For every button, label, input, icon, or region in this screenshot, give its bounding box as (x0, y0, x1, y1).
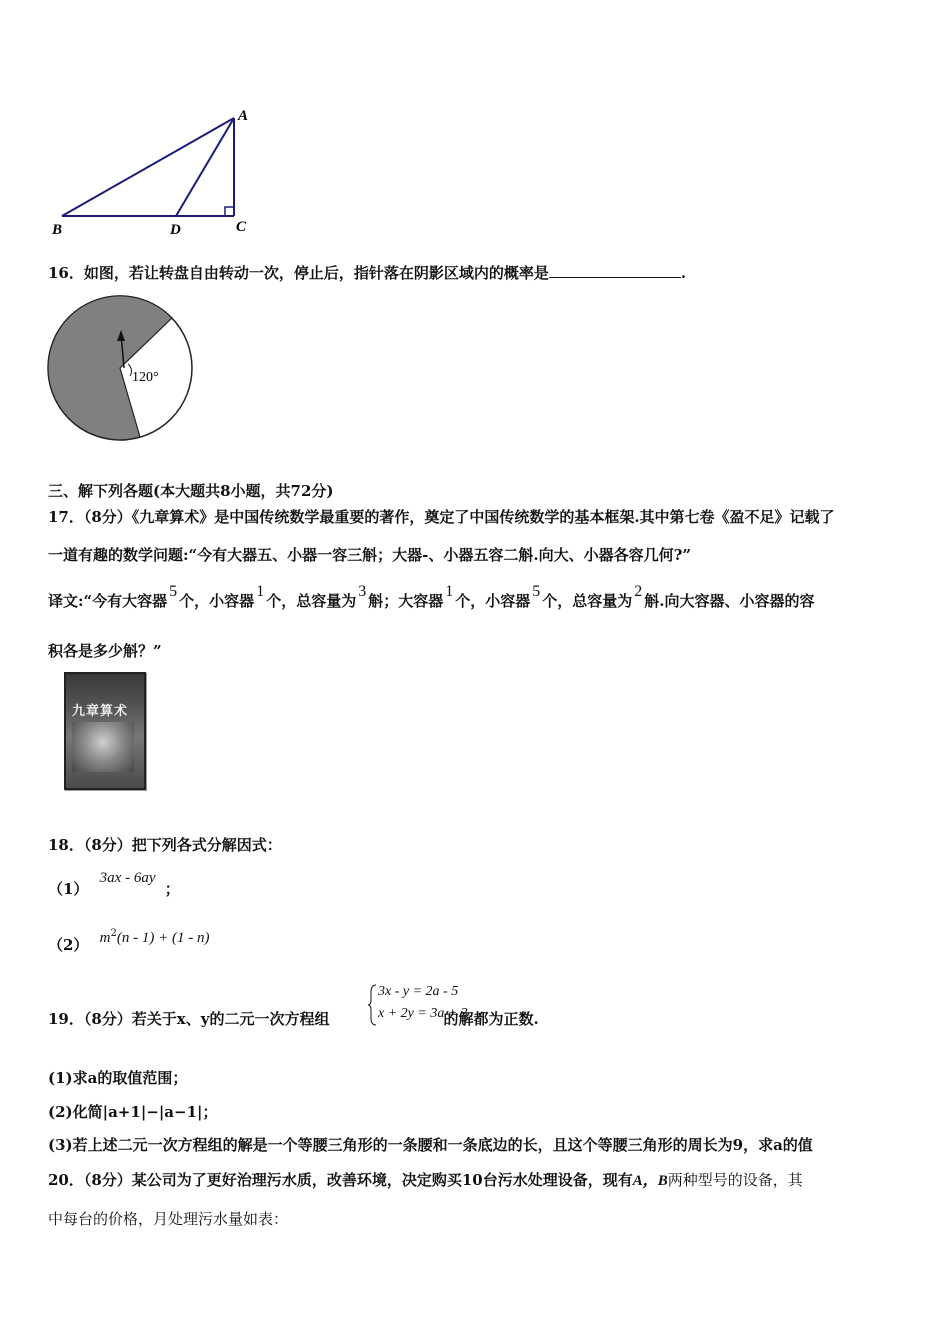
spinner-figure (44, 292, 199, 447)
equation-2: x + 2y = 3a + 3 (378, 1006, 468, 1021)
answer-blank (549, 263, 681, 278)
section-title: 三、解下列各题(本大题共8小题，共72分) (48, 482, 334, 500)
q18-item1: （1） 3ax - 6ay ； (48, 870, 180, 898)
q19-prompt: 19．（8分）若关于x、y的二元一次方程组 的解都为正数. (48, 1010, 539, 1028)
q17-line2: 一道有趣的数学问题:“今有大器五、小器一容三斛；大器-、小器五容二斛.向大、小器各容几何?” (48, 546, 692, 564)
angle-label: 120° (132, 370, 159, 385)
triangle-figure (40, 100, 280, 240)
q17-line1: 17．（8分）《九章算术》是中国传统数学最重要的著作，奠定了中国传统数学的基本框架.其中第七卷《盈不足》记载了 (48, 508, 835, 526)
label-d: D (170, 222, 181, 238)
q16-text: 16．如图，若让转盘自由转动一次，停止后，指针落在阴影区域内的概率是 . (48, 264, 687, 282)
book-title: 九章算术 (72, 704, 129, 719)
q17-line3: 译文:“今有大容器5个，小容器1个，总容量为3斛；大容器1个，小容器5个，总容量为2斛.向大容器、小容器的容 (48, 583, 815, 610)
q19-part1: (1)求a的取值范围； (48, 1069, 188, 1087)
book-cover-image (64, 672, 146, 790)
label-a: A (238, 108, 249, 124)
q17-line4: 积各是多少斛？” (48, 642, 162, 660)
system-brace (368, 984, 378, 1026)
side-ab (62, 118, 234, 216)
segment-ad (176, 118, 234, 216)
q20-line2: 中每台的价格，月处理污水量如表： (48, 1210, 289, 1228)
label-b: B (52, 222, 63, 238)
q19-part2: (2)化简|a+1|−|a−1|； (48, 1103, 218, 1121)
q20-line1: 20．（8分）某公司为了更好治理污水质，改善环境，决定购买10台污水处理设备，现有A，B两种型号的设备，其 (48, 1171, 803, 1189)
q18-title: 18．（8分）把下列各式分解因式： (48, 836, 282, 854)
q18-item2: （2） $m^2(n - 1) + (1 - n)$ (48, 928, 210, 954)
right-angle-mark (225, 207, 234, 216)
q19-part3: (3)若上述二元一次方程组的解是一个等腰三角形的一条腰和一条底边的长，且这个等腰三角形的周长为9，求a的值 (48, 1136, 813, 1154)
label-c: C (236, 219, 247, 235)
equation-1: 3x - y = 2a - 5 (378, 984, 459, 999)
book-illustration (72, 722, 134, 772)
